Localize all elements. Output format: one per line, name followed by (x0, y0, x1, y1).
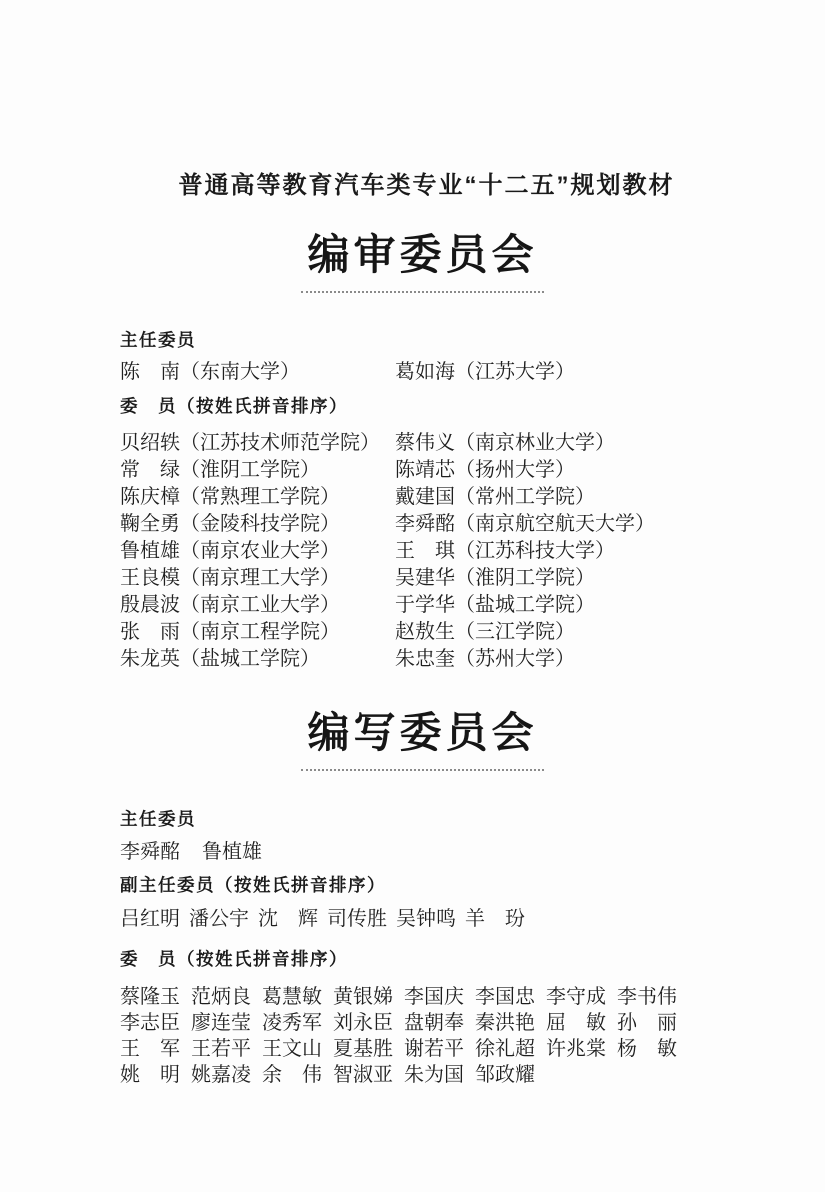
member-name: 李书伟 (617, 986, 677, 1008)
member-name: 秦洪艳 (475, 1012, 535, 1034)
member-name: 李国忠 (475, 986, 535, 1008)
member-name: 杨 敏 (617, 1038, 677, 1060)
member-name: 盘朝奉 (404, 1012, 464, 1034)
member-name: 夏基胜 (333, 1038, 393, 1060)
review-member-entry: 鲁植雄（南京农业大学） (120, 540, 340, 562)
member-row (120, 1036, 677, 1062)
member-name: 王 军 (120, 1038, 180, 1060)
vice-chair-name: 羊 玢 (465, 908, 525, 930)
member-name: 王文山 (262, 1038, 322, 1060)
vice-chair-name: 吕红明 (120, 908, 180, 930)
vice-chair-name: 潘公宇 (189, 908, 249, 930)
review-chair-heading: 主任委员 (120, 330, 196, 350)
review-member-entry: 张 雨（南京工程学院） (120, 621, 340, 643)
member-name: 许兆棠 (546, 1038, 606, 1060)
member-name: 廖连莹 (191, 1012, 251, 1034)
member-name: 刘永臣 (333, 1012, 393, 1034)
review-member-entry: 陈庆樟（常熟理工学院） (120, 486, 340, 508)
review-member-entry: 朱忠奎（苏州大学） (395, 648, 575, 670)
member-name: 谢若平 (404, 1038, 464, 1060)
member-row (120, 984, 677, 1010)
member-name: 姚 明 (120, 1064, 180, 1086)
member-name: 蔡隆玉 (120, 986, 180, 1008)
review-member-entry: 常 绿（淮阴工学院） (120, 459, 320, 481)
review-member-entry: 贝绍轶（江苏技术师范学院） (120, 432, 380, 454)
review-chair-entry: 陈 南（东南大学） (120, 361, 300, 383)
member-name: 李志臣 (120, 1012, 180, 1034)
writing-committee-title-wrap (0, 700, 825, 771)
review-member-entry: 殷晨波（南京工业大学） (120, 594, 340, 616)
review-member-entry: 于学华（盐城工学院） (395, 594, 595, 616)
review-chair-entry: 葛如海（江苏大学） (395, 361, 575, 383)
vice-chair-name: 沈 辉 (258, 908, 318, 930)
review-member-entry: 朱龙英（盐城工学院） (120, 648, 320, 670)
member-name: 王若平 (191, 1038, 251, 1060)
member-name: 黄银娣 (333, 986, 393, 1008)
member-name: 李国庆 (404, 986, 464, 1008)
member-name: 屈 敏 (546, 1012, 606, 1034)
review-member-entry: 李舜酩（南京航空航天大学） (395, 513, 655, 535)
writing-chair-name: 李舜酩 (120, 841, 180, 863)
writing-members-heading: 委 员（按姓氏拼音排序） (120, 949, 348, 969)
member-name: 葛慧敏 (262, 986, 322, 1008)
vice-chair-name: 吴钟鸣 (396, 908, 456, 930)
review-member-entry: 赵敖生（三江学院） (395, 621, 575, 643)
member-name: 余 伟 (262, 1064, 322, 1086)
member-name: 朱为国 (404, 1064, 464, 1086)
review-member-entry: 吴建华（淮阴工学院） (395, 567, 595, 589)
review-committee-title-wrap (0, 222, 825, 293)
review-committee-title: 编审委员会 (301, 222, 543, 293)
vice-chairs-row (120, 907, 525, 932)
writing-members-grid (120, 984, 677, 1088)
review-member-entry: 陈靖芯（扬州大学） (395, 459, 575, 481)
review-member-entry: 王良模（南京理工大学） (120, 567, 340, 589)
review-member-entry: 蔡伟义（南京林业大学） (395, 432, 615, 454)
member-name: 姚嘉凌 (191, 1064, 251, 1086)
series-label: 普通高等教育汽车类专业“十二五”规划教材 (178, 172, 675, 199)
review-members-right-column (395, 430, 655, 673)
writing-chair-name: 鲁植雄 (202, 841, 262, 863)
writing-committee-title: 编写委员会 (301, 700, 543, 771)
member-row (120, 1010, 677, 1036)
member-name: 邹政耀 (475, 1064, 535, 1086)
member-name: 徐礼超 (475, 1038, 535, 1060)
review-member-entry: 王 琪（江苏科技大学） (395, 540, 615, 562)
member-row (120, 1062, 677, 1088)
member-name: 李守成 (546, 986, 606, 1008)
vice-chair-name: 司传胜 (327, 908, 387, 930)
member-name: 智淑亚 (333, 1064, 393, 1086)
member-name: 孙 丽 (617, 1012, 677, 1034)
writing-chairs-row (120, 840, 262, 865)
writing-chair-heading: 主任委员 (120, 809, 196, 829)
member-name: 范炳良 (191, 986, 251, 1008)
review-member-entry: 鞠全勇（金陵科技学院） (120, 513, 340, 535)
member-name: 凌秀军 (262, 1012, 322, 1034)
review-members-heading: 委 员（按姓氏拼音排序） (120, 396, 348, 416)
vice-chair-heading: 副主任委员（按姓氏拼音排序） (120, 875, 386, 895)
review-chairs-row (120, 360, 575, 385)
review-member-entry: 戴建国（常州工学院） (395, 486, 595, 508)
review-members-left-column (120, 430, 380, 673)
